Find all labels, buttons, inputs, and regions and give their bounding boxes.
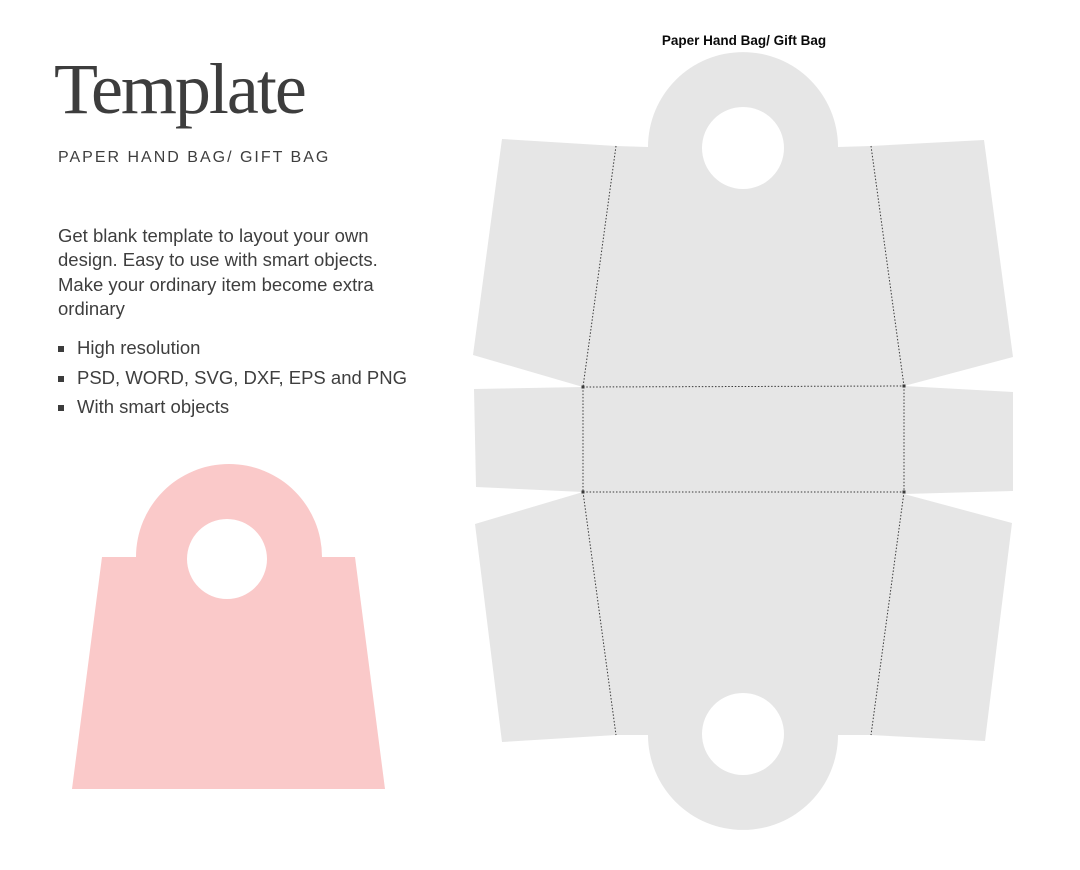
feature-list	[58, 333, 407, 422]
diagram-title: Paper Hand Bag/ Gift Bag	[661, 33, 827, 48]
pink-gift-bag-illustration	[50, 440, 410, 810]
feature-item	[58, 333, 407, 363]
feature-item	[58, 363, 407, 393]
square-bullet-icon	[58, 376, 64, 382]
fold-intersection-dot	[582, 386, 585, 389]
description-line: Get blank template to layout your own	[58, 225, 369, 246]
page-title: Template	[54, 49, 305, 129]
pink-bag-shape	[72, 464, 385, 789]
fold-intersection-dot	[903, 491, 906, 494]
fold-intersection-dot	[903, 385, 906, 388]
description	[58, 224, 378, 321]
description-line: ordinary	[58, 297, 125, 319]
feature-item-label: With smart objects	[77, 396, 230, 417]
square-bullet-icon	[58, 405, 64, 411]
square-bullet-icon	[58, 346, 64, 352]
description-line: design. Easy to use with smart objects.	[58, 249, 378, 271]
bag-template-diagram	[450, 40, 1030, 840]
feature-item	[58, 392, 407, 422]
description-line: Make your ordinary item become extra	[58, 273, 374, 295]
fold-intersection-dot	[582, 491, 585, 494]
template-cut-shape	[473, 52, 1013, 830]
feature-item-label: High resolution	[77, 337, 201, 358]
subtitle: PAPER HAND BAG/ GIFT BAG	[58, 149, 331, 166]
feature-item-label: PSD, WORD, SVG, DXF, EPS and PNG	[77, 366, 408, 388]
